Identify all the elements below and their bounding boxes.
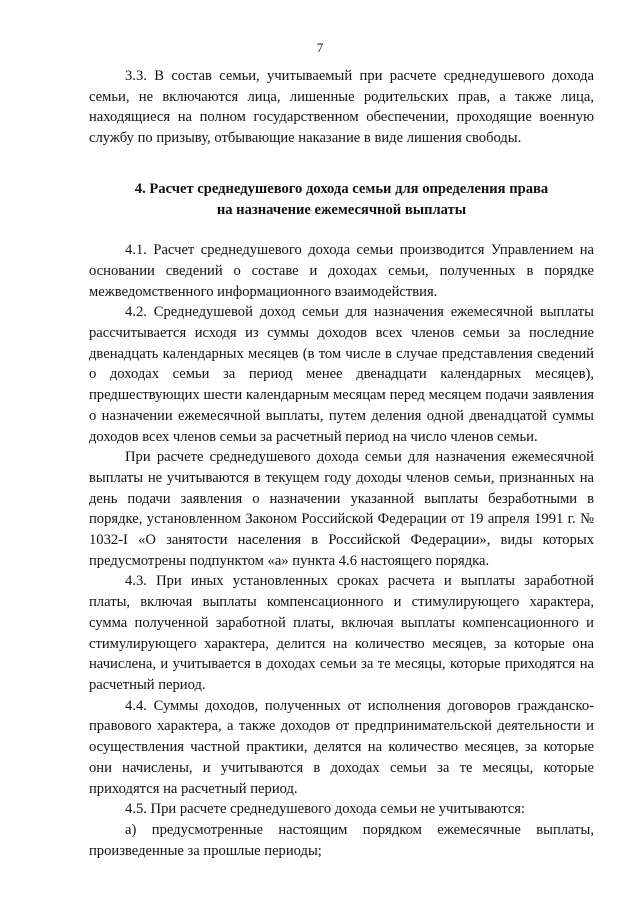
paragraph-4-1: 4.1. Расчет среднедушевого дохода семьи производится Управлением на основании сведений о составе и доходах семьи, полученных в порядке межведомственного информационного взаимодействия. [89,242,594,300]
paragraph-4-4: 4.4. Суммы доходов, полученных от исполнения договоров гражданско-правового характера, а также доходов от предпринимательской деятельности и осуществления частной практики, делятся на количество месяцев, за которые они начислены, и учитываются в доходах семьи за те месяцы, которые приходятся на расчетный период. [89,697,594,797]
paragraph-4-2-exclusion: При расчете среднедушевого дохода семьи для назначения ежемесячной выплаты не учитываются в текущем году доходы членов семьи, признанных на день подачи заявления о назначении указанной выплаты безработными в порядке, установленном Законом Российской Федерации от 19 апреля 1991 г. № 1032-I «О занятости населения в Российской Федерации», виды которых предусмотрены подпунктом «а» пункта 4.6 настоящего порядка. [89,449,594,569]
section-heading-line-1: 4. Расчет среднедушевого дохода семьи для определения права [134,180,549,197]
section-heading-line-2: на назначение ежемесячной выплаты [216,201,467,218]
document-body [89,66,594,861]
paragraph-4-5: 4.5. При расчете среднедушевого дохода семьи не учитываются: [125,801,526,818]
section-heading [89,179,594,220]
paragraph-4-2: 4.2. Среднедушевой доход семьи для назначения ежемесячной выплаты рассчитывается исходя из суммы доходов всех членов семьи за последние двенадцать календарных месяцев (в том числе в случае представления сведений о доходах семьи за период менее двенадцати календарных месяцев), предшествующих шести календарным месяцам перед месяцем подачи заявления о назначении ежемесячной выплаты, путем деления одной двенадцатой суммы доходов всех членов семьи за расчетный период на число членов семьи. [89,304,594,445]
paragraph-3-3: 3.3. В состав семьи, учитываемый при расчете среднедушевого дохода семьи, не включаются лица, лишенные родительских прав, а также лица, находящиеся на полном государственном обеспечении, проходящие военную службу по призыву, отбывающие наказание в виде лишения свободы. [89,68,594,147]
page-number: 7 [316,40,324,55]
paragraph-4-5-a: а) предусмотренные настоящим порядком ежемесячные выплаты, произведенные за прошлые периоды; [89,821,594,859]
paragraph-4-3: 4.3. При иных установленных сроках расчета и выплаты заработной платы, включая выплаты компенсационного и стимулирующего характера, сумма полученной заработной платы, включая выплаты компенсационного и стимулирующего характера, делится на количество месяцев, за которые она начислена, и учитывается в доходах семьи за те месяцы, которые приходятся на расчетный период. [89,573,594,693]
